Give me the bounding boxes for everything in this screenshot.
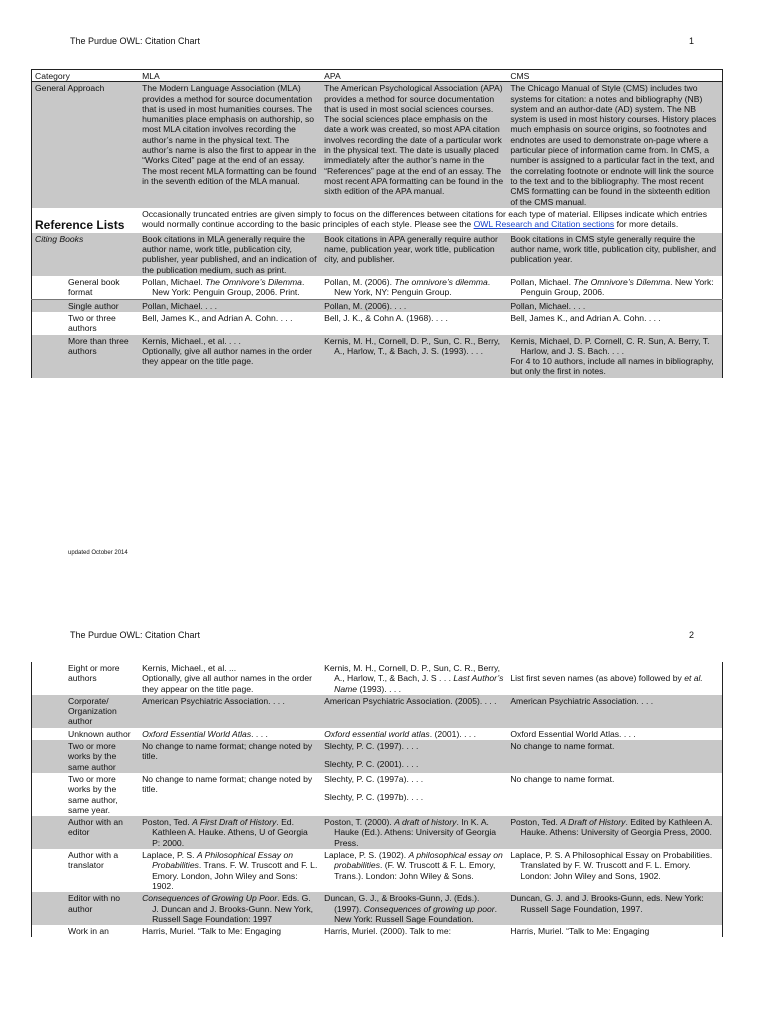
mla-cell: Kernis, Michael., et al. . . . Optionally, give all author names in the order they appear on the title page. xyxy=(139,335,321,378)
owl-research-link[interactable]: OWL Research and Citation sections xyxy=(473,219,615,230)
page-number: 2 xyxy=(689,630,695,640)
mla-cell: No change to name format; change noted by title. xyxy=(139,740,321,773)
apa-cell: Slechty, P. C. (1997a). . . . Slechty, P. C. (1997b). . . . xyxy=(321,773,507,816)
row-label: Author with an editor xyxy=(32,816,140,849)
table-row xyxy=(32,299,723,312)
cms-cell: Duncan, G. J. and J. Brooks-Gunn, eds. New York: Russell Sage Foundation, 1997. xyxy=(507,892,722,925)
citation-table-continued xyxy=(31,662,723,937)
row-label: Unknown author xyxy=(32,728,140,740)
table-row xyxy=(32,208,723,233)
page-header-title: The Purdue OWL: Citation Chart xyxy=(70,630,201,640)
mla-cell: Harris, Muriel. “Talk to Me: Engaging xyxy=(139,925,321,937)
mla-cell: The Modern Language Association (MLA) provides a method for source documentation that is used in most humanities courses. The humanities place emphasis on authorship, so most MLA citation involves recording the author’s name in the physical text. The author’s name is also the first to appear in the “Works Cited” page at the end of an essay. The most recent MLA formatting can be found in the seventh edition of the MLA manual. xyxy=(139,82,321,208)
cms-cell: Kernis, Michael, D. P. Cornell, C. R. Sun, A. Berry, T. Harlow, and J. S. Bach. . . . For 4 to 10 authors, include all names in bibliography, but only the first in notes. xyxy=(507,335,722,378)
table-row xyxy=(32,728,723,740)
reference-lists-note xyxy=(139,208,722,233)
table-row xyxy=(32,849,723,892)
mla-cell: Book citations in MLA generally require the author name, work title, publication city, publisher, year published, and an indication of the publication medium, such as print. xyxy=(139,233,321,276)
apa-cell: Pollan, M. (2006). . . . xyxy=(321,299,507,312)
apa-cell: Kernis, M. H., Cornell, D. P., Sun, C. R., Berry, A., Harlow, T., & Bach, J. S. (1993). . . . xyxy=(321,335,507,378)
row-label: More than three authors xyxy=(32,335,140,378)
row-label: Single author xyxy=(32,299,140,312)
row-label: Citing Books xyxy=(32,233,140,276)
apa-cell: The American Psychological Association (APA) provides a method for source documentation that is used in most social sciences courses. The social sciences place emphasis on the date a work was created, so most APA citation involves recording the date of a particular work in the physical text. The date is usually placed immediately after the author’s name in the “References” page at the end of an essay. The most recent APA formatting can be found in the sixth edition of the APA manual. xyxy=(321,82,507,208)
mla-cell: Consequences of Growing Up Poor. Eds. G. J. Duncan and J. Brooks-Gunn. New York, Russell Sage Foundation: 1997 xyxy=(139,892,321,925)
mla-cell: Bell, James K., and Adrian A. Cohn. . . . xyxy=(139,312,321,335)
mla-cell: No change to name format; change noted by title. xyxy=(139,773,321,816)
table-row xyxy=(32,892,723,925)
header-mla: MLA xyxy=(139,70,321,82)
cms-cell: Oxford Essential World Atlas. . . . xyxy=(507,728,722,740)
row-label: Corporate/ Organization author xyxy=(32,695,140,728)
table-row xyxy=(32,82,723,208)
row-label: Editor with no author xyxy=(32,892,140,925)
mla-cell: Poston, Ted. A First Draft of History. Ed. Kathleen A. Hauke. Athens, U of Georgia P: 2000. xyxy=(139,816,321,849)
cms-cell: Bell, James K., and Adrian A. Cohn. . . . xyxy=(507,312,722,335)
table-row xyxy=(32,925,723,937)
reference-lists-heading: Reference Lists xyxy=(32,208,140,233)
table-row xyxy=(32,695,723,728)
row-label: Work in an xyxy=(32,925,140,937)
row-label: Two or more works by the same author, same year. xyxy=(32,773,140,816)
table-row xyxy=(32,233,723,276)
citation-table xyxy=(31,69,723,378)
page-number: 1 xyxy=(689,36,695,46)
cms-cell: American Psychiatric Association. . . . xyxy=(507,695,722,728)
mla-cell: Laplace, P. S. A Philosophical Essay on Probabilities. Trans. F. W. Truscott and F. L. Emory. London, John Wiley and Sons: 1902. xyxy=(139,849,321,892)
row-label: Author with a translator xyxy=(32,849,140,892)
cms-cell: List first seven names (as above) followed by et al. xyxy=(507,662,722,695)
table-row xyxy=(32,662,723,695)
page-header-title: The Purdue OWL: Citation Chart xyxy=(70,36,201,46)
apa-cell: Poston, T. (2000). A draft of history. In K. A. Hauke (Ed.). Athens: University of Georgia Press. xyxy=(321,816,507,849)
table-row xyxy=(32,335,723,378)
apa-cell: Harris, Muriel. (2000). Talk to me: xyxy=(321,925,507,937)
mla-cell: American Psychiatric Association. . . . xyxy=(139,695,321,728)
header-category: Category xyxy=(32,70,140,82)
table-row xyxy=(32,276,723,299)
cms-cell: Book citations in CMS style generally require the author name, work title, publication city, publisher, and publication year. xyxy=(507,233,722,276)
apa-cell: Kernis, M. H., Cornell, D. P., Sun, C. R., Berry, A., Harlow, T., & Bach, J. S . . . Last Author’s Name (1993). . . . xyxy=(321,662,507,695)
apa-cell: Oxford essential world atlas. (2001). . . . xyxy=(321,728,507,740)
row-label: General book format xyxy=(32,276,140,299)
cms-cell: No change to name format. xyxy=(507,740,722,773)
table-row xyxy=(32,740,723,773)
mla-cell: Pollan, Michael. . . . xyxy=(139,299,321,312)
table-row xyxy=(32,773,723,816)
table-header-row xyxy=(32,70,723,82)
row-label: Two or more works by the same author xyxy=(32,740,140,773)
row-label: Two or three authors xyxy=(32,312,140,335)
row-label: General Approach xyxy=(32,82,140,208)
apa-cell: Duncan, G. J., & Brooks-Gunn, J. (Eds.). (1997). Consequences of growing up poor. New York: Russell Sage Foundation. xyxy=(321,892,507,925)
apa-cell: Pollan, M. (2006). The omnivore’s dilemma. New York, NY: Penguin Group. xyxy=(321,276,507,299)
page-2 xyxy=(0,600,768,1024)
cms-cell: Laplace, P. S. A Philosophical Essay on Probabilities. Translated by F. W. Truscott and F. L. Emory. London: John Wiley and Sons, 1902. xyxy=(507,849,722,892)
mla-cell: Oxford Essential World Atlas. . . . xyxy=(139,728,321,740)
updated-footer: updated October 2014 xyxy=(68,550,128,556)
apa-cell: Book citations in APA generally require author name, publication year, work title, publication city, and publisher. xyxy=(321,233,507,276)
cms-cell: No change to name format. xyxy=(507,773,722,816)
cms-cell: Poston, Ted. A Draft of History. Edited by Kathleen A. Hauke. Athens: University of Georgia Press, 2000. xyxy=(507,816,722,849)
cms-cell: The Chicago Manual of Style (CMS) includes two systems for citation: a notes and bibliography (NB) system and an author-date (AD) system. The NB system is used in most history courses. History places much emphasis on source origins, so footnotes and endnotes are used to demonstrate on-page where a particular piece of information came from. In CMS, a number is assigned to a particular fact in the text, and the correlating footnote or endnote will link the source to the text and to the bibliography. The most recent CMS formatting can be found in the sixteenth edition of the CMS manual. xyxy=(507,82,722,208)
cms-cell: Pollan, Michael. . . . xyxy=(507,299,722,312)
note-text-end: for more details. xyxy=(614,219,679,230)
cms-cell: Pollan, Michael. The Omnivore’s Dilemma. New York: Penguin Group, 2006. xyxy=(507,276,722,299)
note-text: Occasionally truncated entries are given simply to focus on the differences between citations for each type of material. Ellipses indicate which entries would normally continue according to the basic principles of each style. Please see the xyxy=(142,208,708,230)
table-row xyxy=(32,312,723,335)
header-cms: CMS xyxy=(507,70,722,82)
row-label: Eight or more authors xyxy=(32,662,140,695)
header-apa: APA xyxy=(321,70,507,82)
apa-cell: American Psychiatric Association. (2005). . . . xyxy=(321,695,507,728)
table-row xyxy=(32,816,723,849)
mla-cell: Kernis, Michael., et al. ... Optionally, give all author names in the order they appear on the title page. xyxy=(139,662,321,695)
apa-cell: Laplace, P. S. (1902). A philosophical essay on probabilities. (F. W. Truscott & F. L. Emory, Trans.). London: John Wiley & Sons. xyxy=(321,849,507,892)
cms-cell: Harris, Muriel. “Talk to Me: Engaging xyxy=(507,925,722,937)
apa-cell: Slechty, P. C. (1997). . . . Slechty, P. C. (2001). . . . xyxy=(321,740,507,773)
apa-cell: Bell, J. K., & Cohn A. (1968). . . . xyxy=(321,312,507,335)
mla-cell: Pollan, Michael. The Omnivore’s Dilemma. New York: Penguin Group, 2006. Print. xyxy=(139,276,321,299)
